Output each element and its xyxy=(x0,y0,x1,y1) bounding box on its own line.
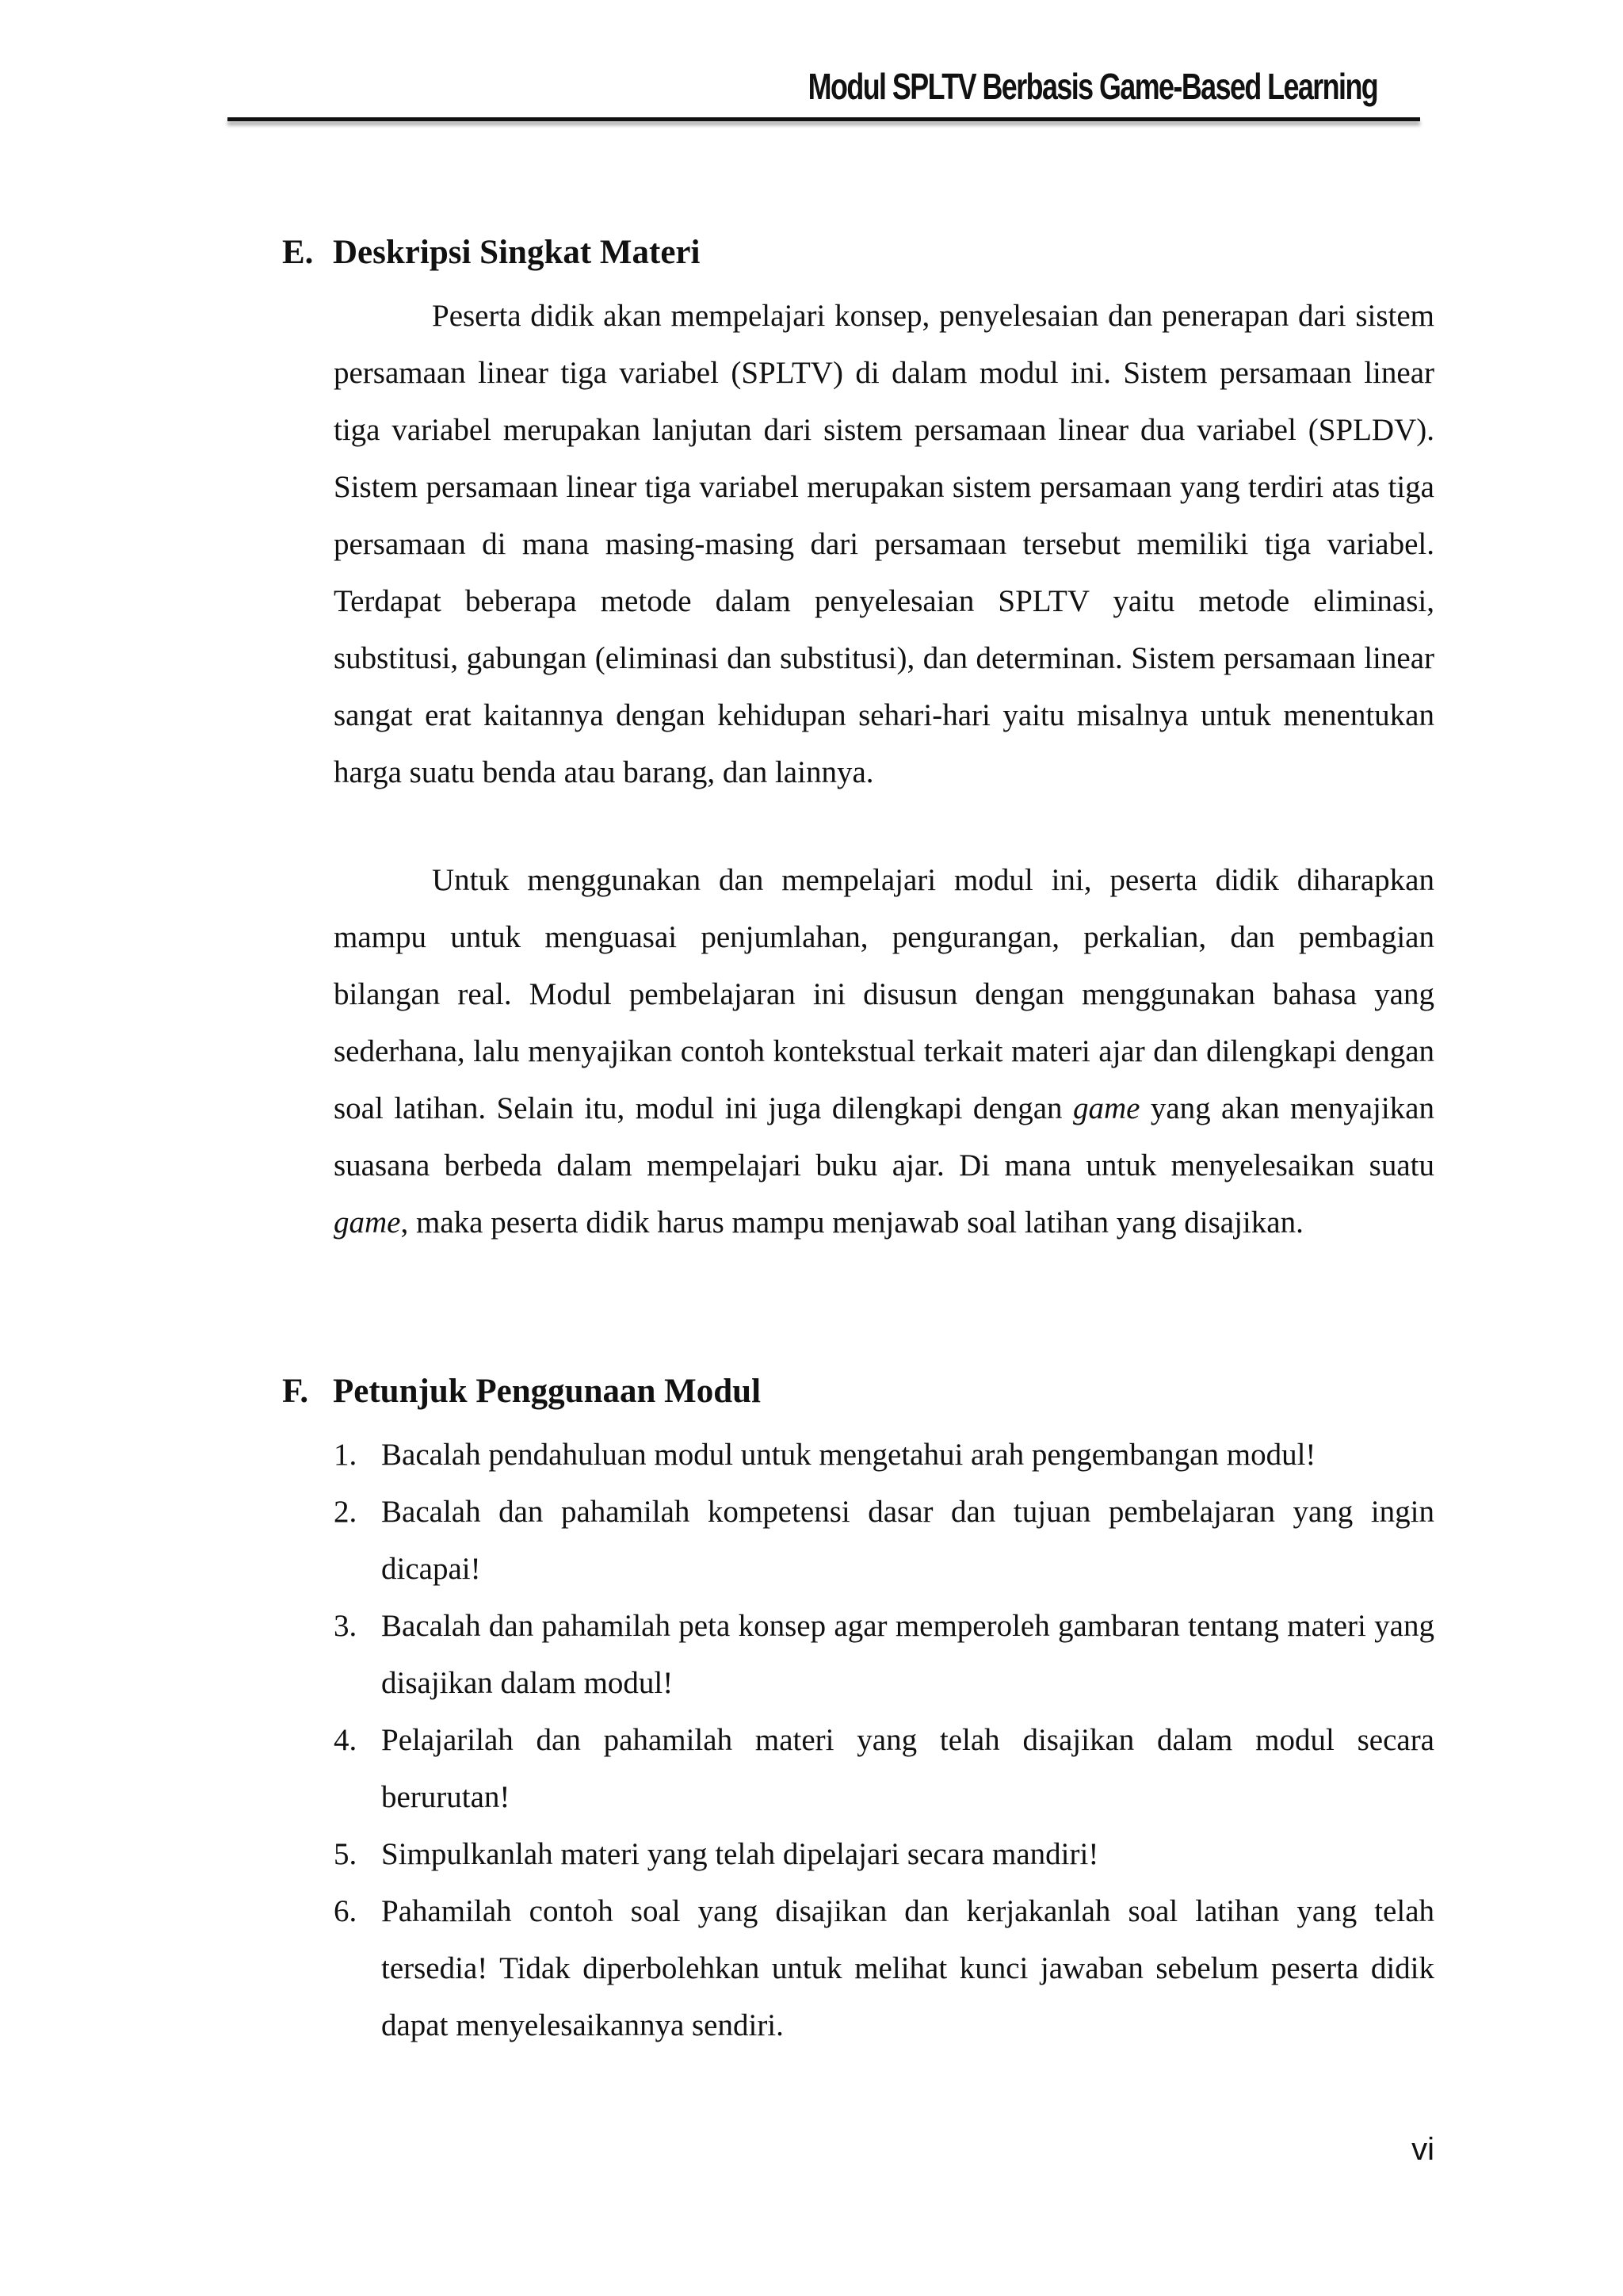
list-item xyxy=(334,1826,1434,1883)
list-item-number: 4. xyxy=(334,1723,357,1757)
list-item-text: Pelajarilah dan pahamilah materi yang telah disajikan dalam modul secara berurutan! xyxy=(381,1723,1434,1814)
list-item-number: 3. xyxy=(334,1609,357,1643)
list-item-number: 6. xyxy=(334,1894,357,1928)
list-item-text: Pahamilah contoh soal yang disajikan dan kerjakanlah soal latihan yang telah tersedia! Tidak diperbolehkan untuk melihat kunci jawaban sebelum peserta didik dapat menyelesaikannya sendiri. xyxy=(381,1894,1434,2042)
list-item-text: Bacalah dan pahamilah peta konsep agar memperoleh gambaran tentang materi yang disajikan dalam modul! xyxy=(381,1609,1434,1700)
paragraph-2-part-1: Untuk menggunakan dan mempelajari modul ini, peserta didik diharapkan mampu untuk menguasai penjumlahan, pengurangan, perkalian, dan pembagian bilangan real. Modul pembelajaran ini disusun dengan menggunakan bahasa yang sederhana, lalu menyajikan contoh kontekstual terkait materi ajar dan dilengkapi dengan soal latihan. Selain itu, modul ini juga dilengkapi dengan xyxy=(334,863,1434,1125)
section-e-heading xyxy=(282,233,700,272)
usage-steps-list xyxy=(334,1427,1434,2054)
list-item xyxy=(334,1484,1434,1598)
list-item xyxy=(334,1883,1434,2054)
list-item-text: Simpulkanlah materi yang telah dipelajari secara mandiri! xyxy=(381,1837,1099,1871)
list-item-number: 1. xyxy=(334,1438,357,1472)
paragraph-1-text: Peserta didik akan mempelajari konsep, penyelesaian dan penerapan dari sistem persamaan linear tiga variabel (SPLTV) di dalam modul ini. Sistem persamaan linear tiga variabel merupakan lanjutan dari sistem persamaan linear dua variabel (SPLDV). Sistem persamaan linear tiga variabel merupakan sistem persamaan yang terdiri atas tiga persamaan di mana masing-masing dari persamaan tersebut memiliki tiga variabel. Terdapat beberapa metode dalam penyelesaian SPLTV yaitu metode eliminasi, substitusi, gabungan (eliminasi dan substitusi), dan determinan. Sistem persamaan linear sangat erat kaitannya dengan kehidupan sehari-hari yaitu misalnya untuk menentukan harga suatu benda atau barang, dan lainnya. xyxy=(334,299,1434,789)
list-item-number: 2. xyxy=(334,1495,357,1529)
section-e-title: Deskripsi Singkat Materi xyxy=(333,234,701,271)
running-header: Modul SPLTV Berbasis Game-Based Learning xyxy=(808,66,1377,107)
paragraph-2-game-term-2: game xyxy=(334,1205,401,1240)
section-f-title: Petunjuk Penggunaan Modul xyxy=(333,1373,762,1410)
section-e-paragraph-1 xyxy=(334,288,1434,801)
section-e-paragraph-2 xyxy=(334,852,1434,1251)
paragraph-2-part-3: , maka peserta didik harus mampu menjawab soal latihan yang disajikan. xyxy=(400,1205,1304,1240)
list-item-text: Bacalah dan pahamilah kompetensi dasar dan tujuan pembelajaran yang ingin dicapai! xyxy=(381,1495,1434,1586)
list-item-number: 5. xyxy=(334,1837,357,1871)
section-f-heading xyxy=(282,1372,761,1411)
paragraph-2-game-term-1: game xyxy=(1072,1091,1140,1125)
list-item xyxy=(334,1427,1434,1484)
header-rule xyxy=(227,117,1420,121)
paragraph-2-text xyxy=(334,852,1434,1251)
page-number: vi xyxy=(1411,2132,1434,2167)
list-item-text: Bacalah pendahuluan modul untuk mengetahui arah pengembangan modul! xyxy=(381,1438,1316,1472)
paragraph-2-part-2: yang akan menyajikan suasana berbeda dalam mempelajari buku ajar. Di mana untuk menyelesaikan suatu xyxy=(334,1091,1434,1182)
list-item xyxy=(334,1712,1434,1826)
section-f-letter: F. xyxy=(282,1373,309,1410)
list-item xyxy=(334,1598,1434,1712)
section-e-letter: E. xyxy=(282,234,314,271)
